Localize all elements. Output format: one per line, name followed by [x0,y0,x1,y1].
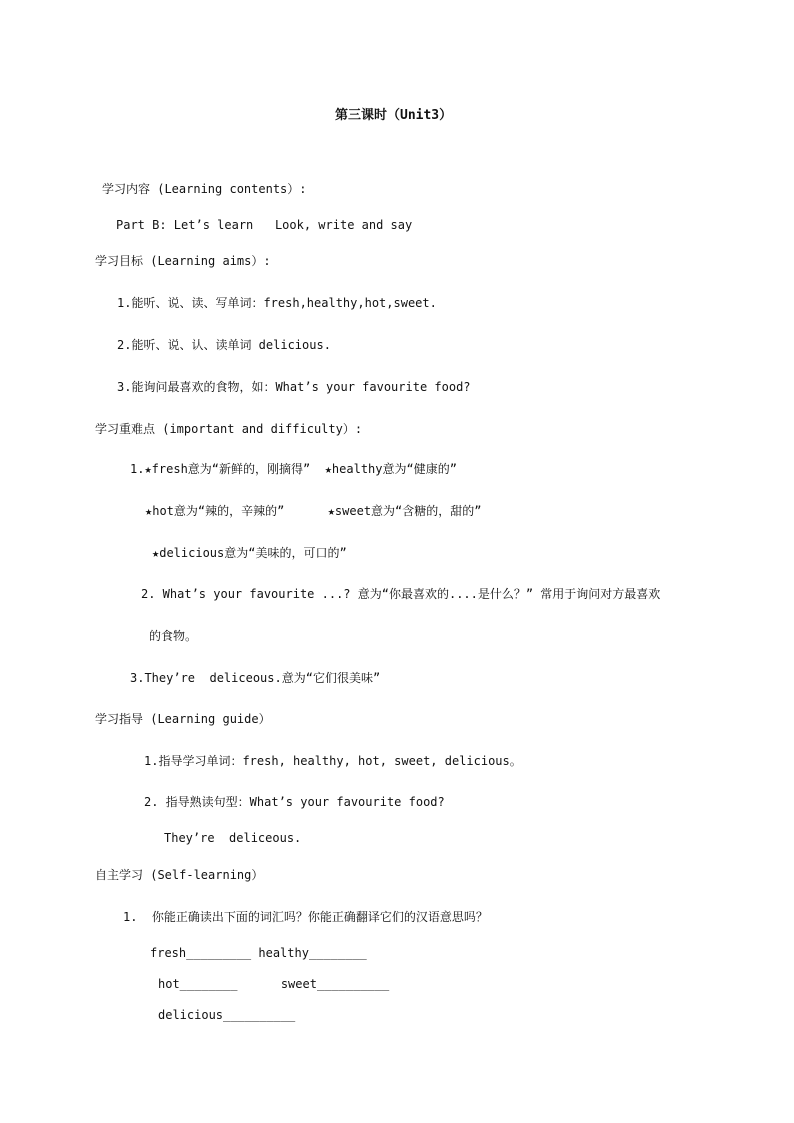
self-heading: 自主学习 (Self-learning） [95,868,264,882]
guide-heading: 学习指导 (Learning guide） [95,712,271,726]
guide-line-3: They’re deliceous. [164,831,302,845]
important-line-2: ★hot意为“辣的，辛辣的” ★sweet意为“含糖的，甜的” [145,504,482,518]
contents-heading: 学习内容 (Learning contents）: [102,182,307,196]
self-blank-line-3: delicious__________ [158,1008,296,1022]
self-question: 1. 你能正确读出下面的词汇吗？你能正确翻译它们的汉语意思吗？ [123,910,488,924]
self-blank-line-2: hot________ sweet__________ [158,977,390,991]
page-title: 第三课时（Unit3） [335,108,453,123]
important-line-6: 3.They’re deliceous.意为“它们很美味” [130,671,381,685]
contents-line: Part B: Let’s learn Look, write and say [116,218,413,232]
important-line-5: 的食物。 [149,629,198,643]
aims-item-3: 3.能询问最喜欢的食物，如：What’s your favourite food? [117,380,471,394]
self-blank-line-1: fresh_________ healthy________ [150,946,367,960]
important-line-1: 1.★fresh意为“新鲜的，刚摘得” ★healthy意为“健康的” [130,462,457,476]
aims-heading: 学习目标 (Learning aims）: [95,254,271,268]
important-line-3: ★delicious意为“美味的，可口的” [152,546,347,560]
aims-item-2: 2.能听、说、认、读单词 delicious. [117,338,331,352]
aims-item-1: 1.能听、说、读、写单词：fresh,healthy,hot,sweet. [117,296,437,310]
important-heading: 学习重难点 (important and difficulty）: [95,422,363,436]
important-line-4: 2. What’s your favourite ...? 意为“你最喜欢的....是什么？” 常用于询问对方最喜欢 [141,587,661,601]
guide-line-2: 2. 指导熟读句型：What’s your favourite food? [144,795,445,809]
guide-line-1: 1.指导学习单词：fresh, healthy, hot, sweet, delicious。 [144,754,522,768]
